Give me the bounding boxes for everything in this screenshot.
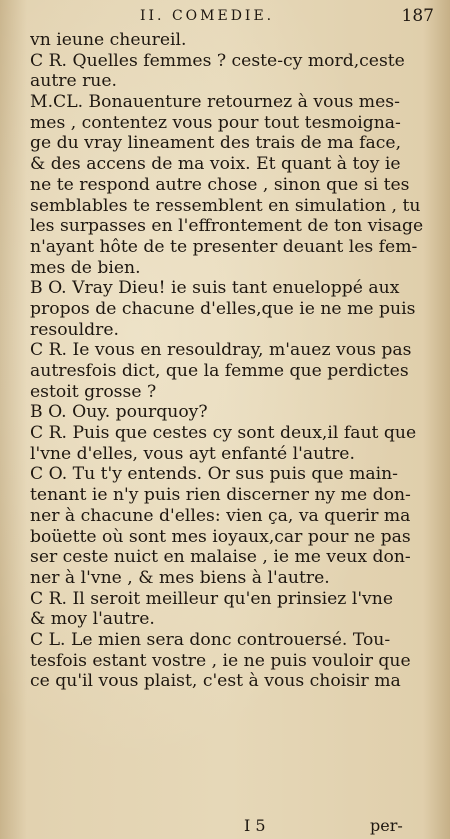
text-line: ce qu'il vous plaist, c'est à vous choisir ma — [30, 671, 401, 692]
text-line: ne te respond autre chose , sinon que si tes — [30, 174, 410, 195]
text-line: ge du vray lineament des trais de ma face, — [30, 133, 402, 154]
text-line: C L. Le mien sera donc controuersé. Tou- — [30, 629, 391, 650]
running-title: II. COMEDIE. — [140, 8, 275, 24]
text-line: C R. Quelles femmes ? ceste-cy mord,ceste — [30, 50, 405, 71]
page-number: 187 — [401, 6, 434, 26]
text-line: C R. Puis que cestes cy sont deux,il faut que — [30, 423, 417, 444]
text-line: estoit grosse ? — [30, 381, 157, 402]
body-text — [30, 30, 426, 692]
text-line: propos de chacune d'elles,que ie ne me puis — [30, 298, 416, 319]
text-line: autresfois dict, que la femme que perdictes — [30, 361, 409, 381]
text-line: mes de bien. — [30, 257, 141, 278]
text-line: semblables te ressemblent en simulation , tu — [30, 195, 421, 216]
text-line: vn ieune cheureil. — [30, 30, 187, 50]
text-line: C O. Tu t'y entends. Or sus puis que main- — [30, 464, 398, 485]
text-line: & moy l'autre. — [30, 609, 155, 630]
text-line: boüette où sont mes ioyaux,car pour ne pas — [30, 526, 411, 547]
text-line: ser ceste nuict en malaise , ie me veux don- — [30, 547, 411, 568]
text-line: les surpasses en l'effrontement de ton visage — [30, 216, 424, 237]
text-line: C R. Ie vous en resouldray, m'auez vous pas — [30, 340, 412, 361]
text-line: ner à l'vne , & mes biens à l'autre. — [30, 567, 330, 588]
text-line: C R. Il seroit meilleur qu'en prinsiez l'vne — [30, 588, 394, 609]
text-line: autre rue. — [30, 71, 117, 92]
text-line: mes , contentez vous pour tout tesmoigna- — [30, 112, 401, 133]
text-line: n'ayant hôte de te presenter deuant les fem- — [30, 236, 418, 257]
text-line: B O. Vray Dieu! ie suis tant enueloppé aux — [30, 278, 400, 299]
page-footer — [0, 814, 450, 838]
text-line: l'vne d'elles, vous ayt enfanté l'autre. — [30, 443, 355, 464]
text-line: & des accens de ma voix. Et quant à toy ie — [30, 154, 401, 175]
text-line: M.CL. Bonauenture retournez à vous mes- — [30, 92, 400, 113]
text-line: B O. Ouy. pourquoy? — [30, 402, 208, 423]
text-line: tesfois estant vostre , ie ne puis vouloir que — [30, 650, 411, 671]
catchword: per- — [370, 816, 403, 835]
text-line: ner à chacune d'elles: vien ça, va querir ma — [30, 505, 411, 526]
text-line: resouldre. — [30, 319, 119, 340]
signature-mark: I 5 — [244, 816, 266, 835]
text-line: tenant ie n'y puis rien discerner ny me don- — [30, 485, 411, 506]
